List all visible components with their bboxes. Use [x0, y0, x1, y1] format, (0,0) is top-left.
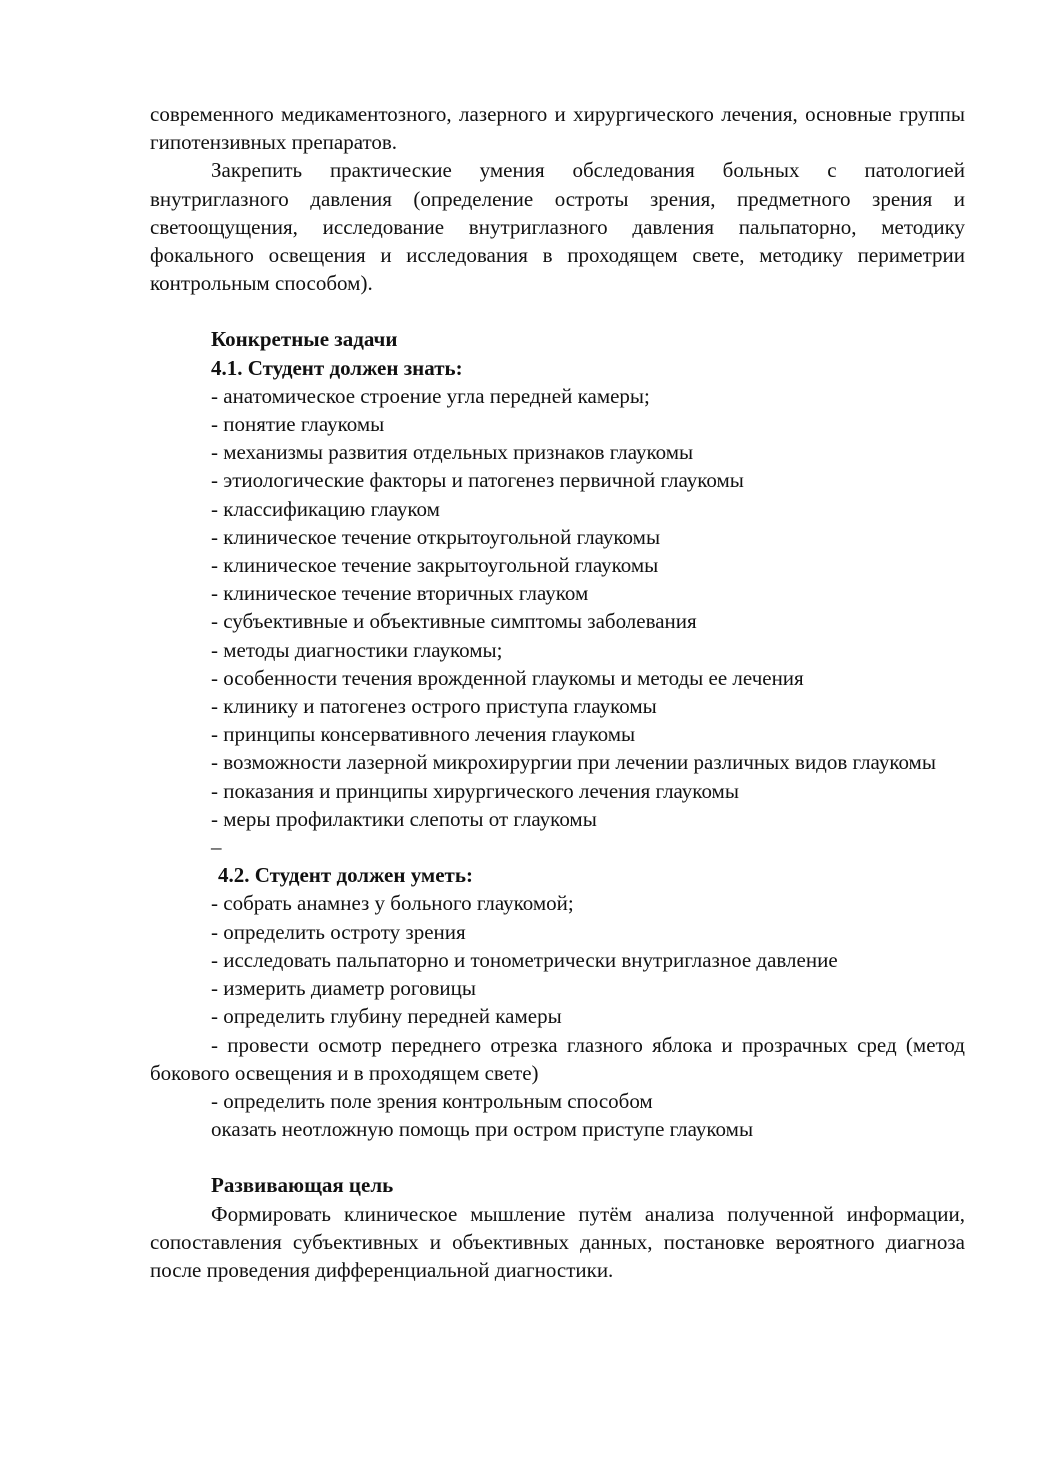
able-item: - определить остроту зрения — [211, 919, 466, 944]
able-item: - определить глубину передней камеры — [211, 1004, 562, 1029]
know-item: - клиническое течение закрытоугольной глаукомы — [211, 553, 659, 578]
know-item: - клиническое течение вторичных глауком — [211, 581, 589, 606]
developing-paragraph: Формировать клиническое мышление путём анализа полученной информации, сопоставления субъективных и объективных данных, постановке вероятного диагноза после проведения дифференциальной диагностики. — [150, 1201, 965, 1282]
able-item: - провести осмотр переднего отрезка глазного яблока и прозрачных сред (метод бокового освещения и в проходящем свете) — [150, 1032, 965, 1085]
know-item: - классификацию глауком — [211, 496, 440, 521]
know-item: - показания и принципы хирургического лечения глаукомы — [211, 778, 739, 803]
know-item: - механизмы развития отдельных признаков глаукомы — [211, 440, 694, 465]
able-item: - определить поле зрения контрольным способом — [211, 1088, 653, 1113]
able-item: - исследовать пальпаторно и тонометрически внутриглазное давление — [211, 947, 838, 972]
know-item: - принципы консервативного лечения глаукомы — [211, 722, 636, 747]
spacer — [150, 297, 965, 325]
able-heading: 4.2. Студент должен уметь: — [218, 863, 473, 888]
know-item: - методы диагностики глаукомы; — [211, 637, 503, 662]
know-item: - клиническое течение открытоугольной глаукомы — [211, 524, 661, 549]
document-page — [150, 100, 965, 1284]
intro-paragraph-continuation: современного медикаментозного, лазерного и хирургического лечения, основные группы гипотензивных препаратов. — [150, 102, 965, 155]
know-item: - особенности течения врожденной глаукомы и методы ее лечения — [211, 665, 804, 690]
know-heading: 4.1. Студент должен знать: — [211, 355, 463, 380]
know-item: - субъективные и объективные симптомы заболевания — [211, 609, 697, 634]
tasks-title: Конкретные задачи — [211, 327, 398, 352]
know-item: - этиологические факторы и патогенез первичной глаукомы — [211, 468, 744, 493]
spacer — [150, 1143, 965, 1171]
know-item: - анатомическое строение угла передней камеры; — [211, 383, 650, 408]
able-item: - собрать анамнез у больного глаукомой; — [211, 891, 574, 916]
able-item: оказать неотложную помощь при остром приступе глаукомы — [211, 1117, 754, 1142]
know-item: - клинику и патогенез острого приступа глаукомы — [211, 694, 657, 719]
know-item-dash: – — [211, 835, 222, 860]
intro-paragraph-skills: Закрепить практические умения обследования больных с патологией внутриглазного давления (определение остроты зрения, предметного зрения и светоощущения, исследование внутриглазного давления пальпаторно, методику фокального освещения и исследования в проходящем свете, методику периметрии контрольным способом). — [150, 158, 965, 296]
developing-title: Развивающая цель — [211, 1173, 394, 1198]
know-item: - меры профилактики слепоты от глаукомы — [211, 806, 597, 831]
know-item: - понятие глаукомы — [211, 412, 385, 437]
able-item: - измерить диаметр роговицы — [211, 976, 476, 1001]
know-item: - возможности лазерной микрохирургии при лечении различных видов глаукомы — [211, 750, 936, 775]
